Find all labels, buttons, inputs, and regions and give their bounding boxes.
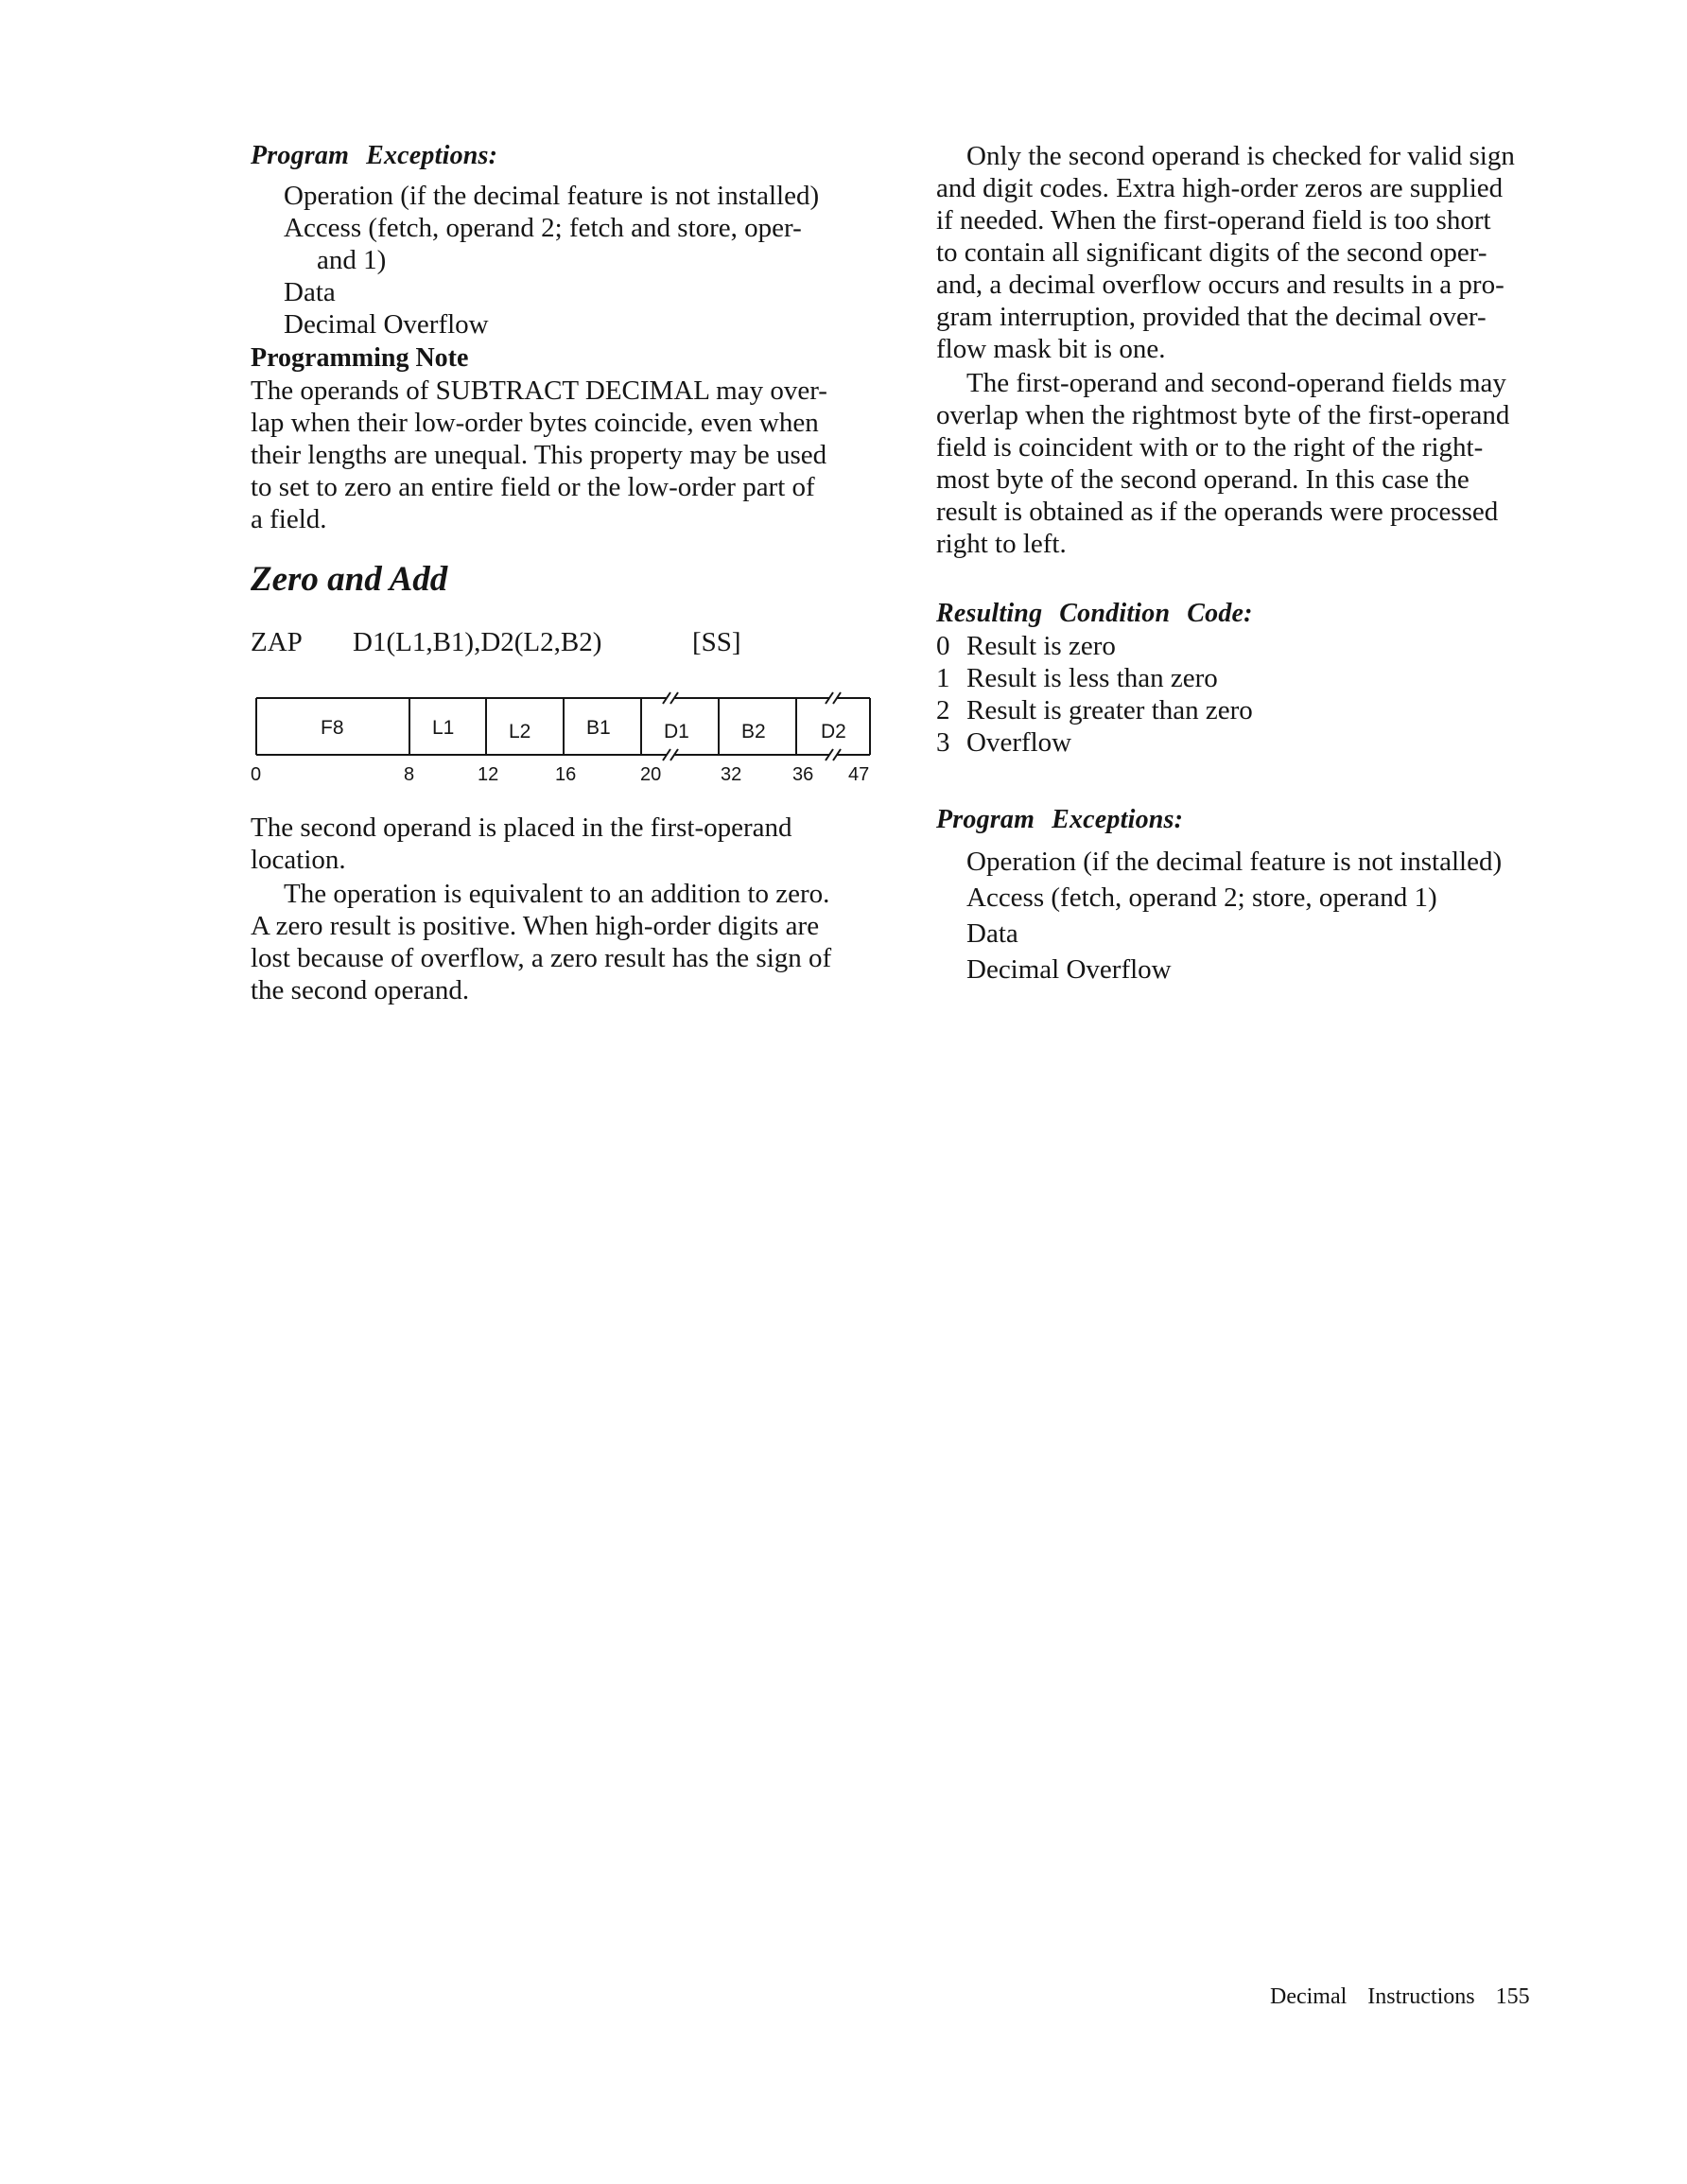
field-D1: D1	[664, 721, 689, 743]
section-title: Zero and Add	[251, 560, 448, 599]
exception-data: Data	[284, 277, 336, 307]
page-number: 155	[1495, 1984, 1530, 2009]
heading-word: Code:	[1187, 599, 1253, 628]
page-footer	[1270, 1984, 1530, 2010]
body-line: and, a decimal overflow occurs and results in a pro-	[936, 270, 1504, 300]
heading-word: Resulting	[936, 599, 1043, 628]
body-line: lost because of overflow, a zero result has the sign of	[251, 943, 832, 973]
body-line: gram interruption, provided that the decimal over-	[936, 302, 1487, 332]
note-line: a field.	[251, 504, 327, 534]
bit-label: 16	[555, 764, 577, 785]
exception-decimal-overflow: Decimal Overflow	[966, 954, 1172, 985]
resulting-condition-code-heading	[936, 598, 1579, 630]
note-line: The operands of SUBTRACT DECIMAL may over-	[251, 376, 827, 406]
cc-text: Result is zero	[966, 631, 1116, 661]
field-L1: L1	[432, 717, 455, 739]
programming-note-heading: Programming Note	[251, 343, 469, 373]
cc-number: 3	[936, 727, 950, 758]
condition-code-row	[936, 726, 1579, 759]
body-line: The first-operand and second-operand fields may	[966, 368, 1506, 398]
exception-operation: Operation (if the decimal feature is not installed)	[284, 181, 820, 211]
exception-decimal-overflow: Decimal Overflow	[284, 309, 489, 340]
zap-description	[251, 812, 894, 1006]
exception-data: Data	[966, 918, 1018, 949]
body-line: if needed. When the first-operand field is too short	[936, 205, 1491, 236]
bit-label: 32	[721, 764, 742, 785]
condition-code-row	[936, 694, 1579, 726]
body-line: and digit codes. Extra high-order zeros are supplied	[936, 173, 1504, 203]
operand-check-paragraph	[936, 140, 1579, 365]
program-exceptions-heading	[936, 804, 1579, 836]
heading-word: Condition	[1059, 599, 1171, 628]
format-operands: D1(L1,B1),D2(L2,B2)	[353, 627, 602, 657]
body-line: location.	[251, 845, 346, 875]
note-line: lap when their low-order bytes coincide, even when	[251, 408, 819, 438]
left-column	[251, 140, 894, 658]
cc-number: 2	[936, 695, 950, 725]
body-line: The second operand is placed in the first-operand	[251, 812, 792, 843]
body-line: overlap when the rightmost byte of the first-operand	[936, 400, 1510, 430]
format-mnemonic: ZAP	[251, 627, 303, 657]
note-line: their lengths are unequal. This property may be used	[251, 440, 827, 470]
bit-label: 8	[404, 764, 415, 785]
exception-operation: Operation (if the decimal feature is not installed)	[966, 847, 1503, 877]
field-D2: D2	[821, 721, 846, 743]
bit-label: 20	[640, 764, 662, 785]
body-line: result is obtained as if the operands were processed	[936, 497, 1499, 527]
field-B2: B2	[741, 721, 766, 743]
exceptions-list	[936, 844, 1579, 987]
ss-format-diagram	[251, 685, 875, 787]
diagram-svg	[251, 685, 875, 787]
exception-access-cont: and 1)	[317, 245, 387, 275]
heading-word: Exceptions:	[366, 141, 498, 170]
body-line: The operation is equivalent to an addition to zero.	[284, 879, 830, 909]
field-F8: F8	[321, 717, 344, 739]
right-column	[936, 140, 1579, 987]
heading-word: Program	[251, 141, 350, 170]
footer-section: Decimal	[1270, 1984, 1348, 2009]
cc-text: Result is less than zero	[966, 663, 1218, 693]
note-line: to set to zero an entire field or the low-order part of	[251, 472, 815, 502]
footer-section: Instructions	[1367, 1984, 1475, 2009]
exception-access: Access (fetch, operand 2; store, operand 1)	[966, 882, 1437, 913]
body-line: A zero result is positive. When high-order digits are	[251, 911, 820, 941]
cc-text: Result is greater than zero	[966, 695, 1253, 725]
body-line: field is coincident with or to the right of the right-	[936, 432, 1484, 463]
cc-number: 1	[936, 663, 950, 693]
condition-code-row	[936, 662, 1579, 694]
exceptions-list	[251, 180, 894, 341]
condition-code-row	[936, 630, 1579, 662]
heading-word: Exceptions:	[1052, 805, 1184, 834]
program-exceptions-heading	[251, 140, 894, 172]
cc-number: 0	[936, 631, 950, 661]
body-line: most byte of the second operand. In this case the	[936, 464, 1470, 495]
field-B1: B1	[586, 717, 611, 739]
instruction-format	[251, 626, 894, 658]
body-line: right to left.	[936, 529, 1067, 559]
bit-label: 47	[848, 764, 870, 785]
format-type: [SS]	[692, 627, 741, 657]
body-line: Only the second operand is checked for valid sign	[966, 141, 1515, 171]
heading-word: Program	[936, 805, 1035, 834]
bit-label: 36	[792, 764, 814, 785]
body-line: flow mask bit is one.	[936, 334, 1166, 364]
body-line: to contain all significant digits of the second oper-	[936, 237, 1487, 268]
programming-note-body	[251, 375, 894, 535]
bit-label: 0	[251, 764, 262, 785]
field-L2: L2	[509, 721, 531, 743]
condition-code-list	[936, 630, 1579, 759]
cc-text: Overflow	[966, 727, 1072, 758]
bit-label: 12	[478, 764, 499, 785]
overlap-paragraph	[936, 367, 1579, 560]
exception-access: Access (fetch, operand 2; fetch and store, oper-	[284, 213, 802, 243]
body-line: the second operand.	[251, 975, 470, 1005]
